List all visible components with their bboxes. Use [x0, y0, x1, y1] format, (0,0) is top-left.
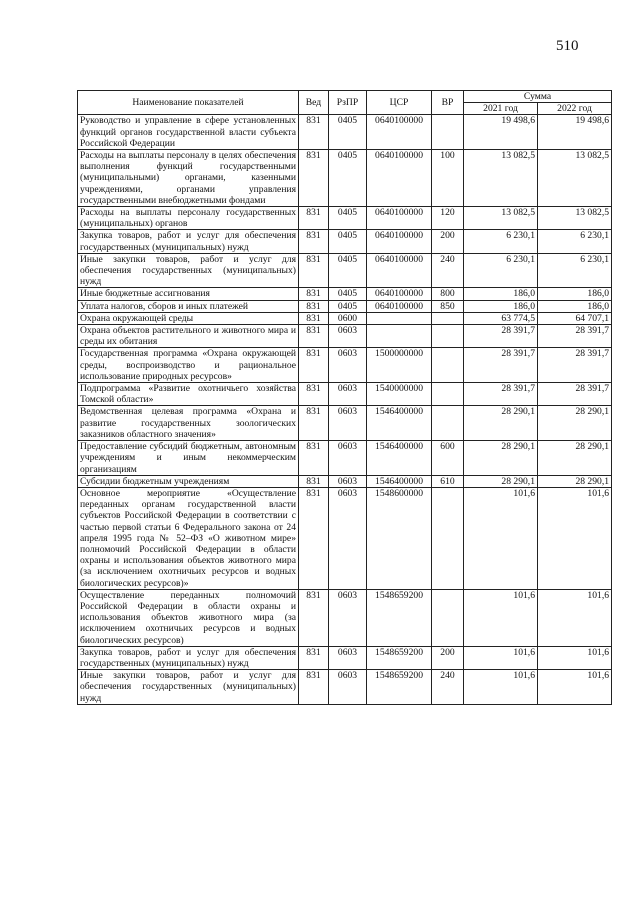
row-rzpr: 0405 [329, 230, 367, 253]
row-sum-2022: 28 391,7 [538, 383, 612, 406]
row-sum-2022: 28 290,1 [538, 406, 612, 441]
budget-table [77, 90, 612, 705]
row-vr [432, 348, 464, 383]
row-sum-2021: 28 391,7 [464, 325, 538, 348]
header-year-2022: 2022 год [538, 103, 612, 115]
row-csr: 0640100000 [367, 207, 432, 230]
row-rzpr: 0405 [329, 150, 367, 207]
row-rzpr: 0603 [329, 646, 367, 669]
row-sum-2022: 28 290,1 [538, 441, 612, 476]
row-vr: 850 [432, 300, 464, 312]
row-name: Иные закупки товаров, работ и услуг для обеспечения государственных (муниципальных) нужд [78, 253, 299, 288]
header-rzpr: РзПР [329, 91, 367, 115]
row-ved: 831 [299, 230, 329, 253]
row-vr [432, 406, 464, 441]
row-name: Закупка товаров, работ и услуг для обеспечения государственных (муниципальных) нужд [78, 646, 299, 669]
table-row [78, 312, 612, 324]
table-row [78, 475, 612, 487]
row-sum-2021: 186,0 [464, 300, 538, 312]
table-row [78, 487, 612, 589]
row-sum-2021: 28 391,7 [464, 383, 538, 406]
row-rzpr: 0603 [329, 475, 367, 487]
row-rzpr: 0603 [329, 589, 367, 646]
row-ved: 831 [299, 253, 329, 288]
row-vr: 240 [432, 253, 464, 288]
row-name: Уплата налогов, сборов и иных платежей [78, 300, 299, 312]
table-row [78, 670, 612, 705]
row-ved: 831 [299, 150, 329, 207]
row-rzpr: 0603 [329, 383, 367, 406]
row-vr: 200 [432, 646, 464, 669]
header-sum: Сумма [464, 91, 612, 103]
row-name: Предоставление субсидий бюджетным, автономным учреждениям и иным некоммерческим организациям [78, 441, 299, 476]
row-rzpr: 0603 [329, 487, 367, 589]
row-ved: 831 [299, 348, 329, 383]
row-csr: 1546400000 [367, 406, 432, 441]
row-rzpr: 0405 [329, 288, 367, 300]
row-sum-2022: 101,6 [538, 589, 612, 646]
row-csr [367, 312, 432, 324]
row-vr: 120 [432, 207, 464, 230]
row-ved: 831 [299, 288, 329, 300]
row-sum-2021: 186,0 [464, 288, 538, 300]
row-vr [432, 115, 464, 150]
row-csr: 1546400000 [367, 475, 432, 487]
table-header [78, 91, 612, 115]
row-sum-2021: 6 230,1 [464, 230, 538, 253]
row-name: Расходы на выплаты персоналу в целях обеспечения выполнения функций государственными (муниципальными) органами, казенными учреждениями, органами управления государственными внебюджетными фондами [78, 150, 299, 207]
row-vr: 610 [432, 475, 464, 487]
row-name: Подпрограмма «Развитие охотничьего хозяйства Томской области» [78, 383, 299, 406]
table-row [78, 406, 612, 441]
row-rzpr: 0405 [329, 115, 367, 150]
row-sum-2022: 6 230,1 [538, 230, 612, 253]
row-sum-2022: 6 230,1 [538, 253, 612, 288]
row-sum-2022: 64 707,1 [538, 312, 612, 324]
row-rzpr: 0603 [329, 406, 367, 441]
row-sum-2021: 101,6 [464, 646, 538, 669]
table-row [78, 253, 612, 288]
row-ved: 831 [299, 646, 329, 669]
row-sum-2021: 101,6 [464, 670, 538, 705]
header-name: Наименование показателей [78, 91, 299, 115]
row-name: Основное мероприятие «Осуществление переданных органам государственной власти субъектов Российской Федерации в соответствии с частью первой статьи 6 Федерального закона от 24 апреля 1995 года № 52–ФЗ «О животном мире» полномочий Российской Федерации в области охраны и использования объектов животного мира (за исключением охотничьих ресурсов и водных биологических ресурсов)» [78, 487, 299, 589]
row-csr: 1548659200 [367, 646, 432, 669]
row-sum-2022: 13 082,5 [538, 207, 612, 230]
row-vr [432, 312, 464, 324]
row-vr [432, 487, 464, 589]
row-name: Закупка товаров, работ и услуг для обеспечения государственных (муниципальных) нужд [78, 230, 299, 253]
row-vr: 600 [432, 441, 464, 476]
row-rzpr: 0405 [329, 207, 367, 230]
row-name: Руководство и управление в сфере установленных функций органов государственной власти субъекта Российской Федерации [78, 115, 299, 150]
row-rzpr: 0603 [329, 348, 367, 383]
header-vr: ВР [432, 91, 464, 115]
row-vr [432, 589, 464, 646]
table-row [78, 589, 612, 646]
row-ved: 831 [299, 115, 329, 150]
row-ved: 831 [299, 441, 329, 476]
row-ved: 831 [299, 670, 329, 705]
row-rzpr: 0600 [329, 312, 367, 324]
row-vr [432, 383, 464, 406]
row-ved: 831 [299, 383, 329, 406]
row-sum-2022: 101,6 [538, 646, 612, 669]
row-sum-2022: 28 391,7 [538, 325, 612, 348]
header-year-2021: 2021 год [464, 103, 538, 115]
table-row [78, 115, 612, 150]
table-row [78, 348, 612, 383]
row-sum-2021: 28 290,1 [464, 406, 538, 441]
row-ved: 831 [299, 300, 329, 312]
row-rzpr: 0603 [329, 325, 367, 348]
row-name: Охрана окружающей среды [78, 312, 299, 324]
table-row [78, 441, 612, 476]
row-sum-2021: 28 290,1 [464, 441, 538, 476]
row-name: Ведомственная целевая программа «Охрана и развитие государственных зоологических заказников областного значения» [78, 406, 299, 441]
row-sum-2021: 28 391,7 [464, 348, 538, 383]
table-row [78, 383, 612, 406]
row-name: Расходы на выплаты персоналу государственных (муниципальных) органов [78, 207, 299, 230]
row-rzpr: 0603 [329, 441, 367, 476]
row-csr: 0640100000 [367, 300, 432, 312]
row-csr: 1500000000 [367, 348, 432, 383]
table-row [78, 207, 612, 230]
row-sum-2021: 6 230,1 [464, 253, 538, 288]
table-row [78, 150, 612, 207]
row-sum-2022: 28 391,7 [538, 348, 612, 383]
row-csr: 0640100000 [367, 288, 432, 300]
header-ved: Вед [299, 91, 329, 115]
row-name: Охрана объектов растительного и животного мира и среды их обитания [78, 325, 299, 348]
row-sum-2022: 186,0 [538, 288, 612, 300]
row-ved: 831 [299, 487, 329, 589]
header-csr: ЦСР [367, 91, 432, 115]
row-sum-2022: 28 290,1 [538, 475, 612, 487]
table-row [78, 646, 612, 669]
row-sum-2022: 101,6 [538, 670, 612, 705]
row-rzpr: 0603 [329, 670, 367, 705]
row-vr: 100 [432, 150, 464, 207]
row-ved: 831 [299, 325, 329, 348]
row-csr: 1548659200 [367, 589, 432, 646]
row-csr: 0640100000 [367, 150, 432, 207]
row-sum-2022: 19 498,6 [538, 115, 612, 150]
row-sum-2021: 63 774,5 [464, 312, 538, 324]
page-number: 510 [556, 38, 579, 54]
row-csr: 0640100000 [367, 230, 432, 253]
row-ved: 831 [299, 475, 329, 487]
row-ved: 831 [299, 207, 329, 230]
row-csr: 1540000000 [367, 383, 432, 406]
row-csr: 1548659200 [367, 670, 432, 705]
row-sum-2021: 101,6 [464, 589, 538, 646]
row-name: Осуществление переданных полномочий Российской Федерации в области охраны и использования объектов животного мира (за исключением охотничьих ресурсов и водных биологических ресурсов) [78, 589, 299, 646]
row-sum-2022: 13 082,5 [538, 150, 612, 207]
row-csr [367, 325, 432, 348]
row-sum-2021: 28 290,1 [464, 475, 538, 487]
row-vr: 200 [432, 230, 464, 253]
row-name: Государственная программа «Охрана окружающей среды, воспроизводство и рациональное использование природных ресурсов» [78, 348, 299, 383]
row-ved: 831 [299, 406, 329, 441]
row-sum-2021: 13 082,5 [464, 207, 538, 230]
row-vr: 800 [432, 288, 464, 300]
table-body [78, 115, 612, 704]
row-rzpr: 0405 [329, 253, 367, 288]
row-ved: 831 [299, 589, 329, 646]
table-row [78, 230, 612, 253]
row-vr: 240 [432, 670, 464, 705]
row-sum-2022: 186,0 [538, 300, 612, 312]
row-name: Иные бюджетные ассигнования [78, 288, 299, 300]
row-sum-2021: 101,6 [464, 487, 538, 589]
row-name: Иные закупки товаров, работ и услуг для обеспечения государственных (муниципальных) нужд [78, 670, 299, 705]
row-csr: 1546400000 [367, 441, 432, 476]
row-name: Субсидии бюджетным учреждениям [78, 475, 299, 487]
table-row [78, 288, 612, 300]
row-csr: 0640100000 [367, 253, 432, 288]
row-csr: 0640100000 [367, 115, 432, 150]
row-sum-2021: 19 498,6 [464, 115, 538, 150]
row-ved: 831 [299, 312, 329, 324]
table-row [78, 300, 612, 312]
table-row [78, 325, 612, 348]
row-rzpr: 0405 [329, 300, 367, 312]
row-vr [432, 325, 464, 348]
row-sum-2022: 101,6 [538, 487, 612, 589]
row-sum-2021: 13 082,5 [464, 150, 538, 207]
row-csr: 1548600000 [367, 487, 432, 589]
